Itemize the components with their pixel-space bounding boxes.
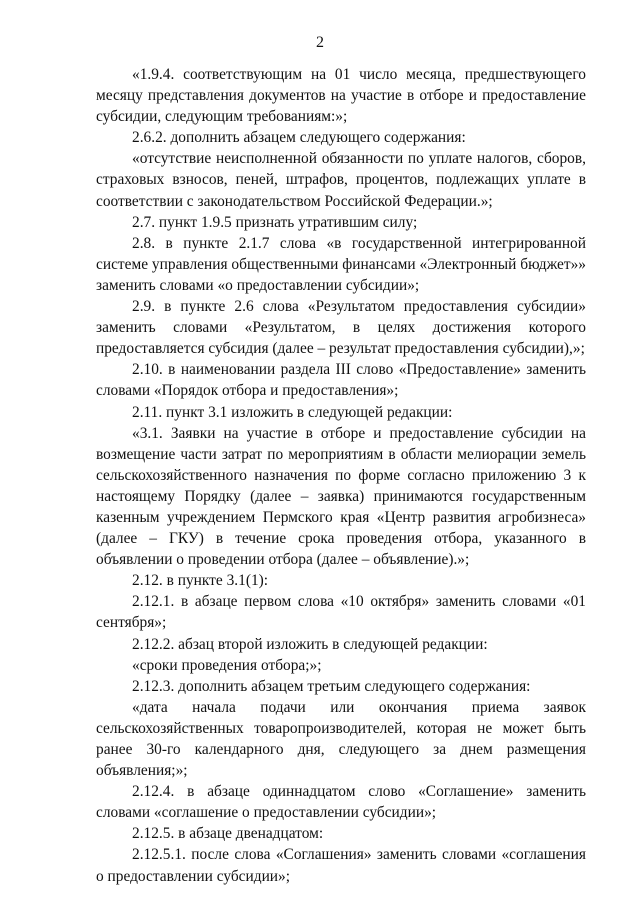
paragraph: «отсутствие неисполненной обязанности по уплате налогов, сборов, страховых взносов, пеней, штрафов, процентов, подлежащих уплате в соответствии с законодательством Российской Федерации.»; xyxy=(96,150,586,210)
paragraph: 2.12.5. в абзаце двенадцатом: xyxy=(132,825,324,843)
paragraph: 2.6.2. дополнить абзацем следующего содержания: xyxy=(132,129,466,147)
paragraph: 2.12. в пункте 3.1(1): xyxy=(132,572,269,590)
paragraph: 2.12.3. дополнить абзацем третьим следующего содержания: xyxy=(132,677,531,695)
paragraph: «сроки проведения отбора;»; xyxy=(132,656,322,674)
paragraph: «3.1. Заявки на участие в отборе и предоставление субсидии на возмещение части затрат по мероприятиям в области мелиорации земель сельскохозяйственного назначения по форме согласно приложению 3 к настоящему Порядку (далее – заявка) принимаются государственным казенным учреждением Пермского края «Центр развития агробизнеса» (далее – ГКУ) в течение срока проведения отбора, указанного в объявлении о проведении отбора (далее – объявление).»; xyxy=(96,424,586,569)
paragraph: 2.11. пункт 3.1 изложить в следующей редакции: xyxy=(132,403,453,421)
paragraph: 2.12.1. в абзаце первом слова «10 октября» заменить словами «01 сентября»; xyxy=(96,593,586,632)
paragraph: 2.12.5.1. после слова «Соглашения» заменить словами «соглашения о предоставлении субсидии»; xyxy=(96,846,586,885)
paragraph: 2.8. в пункте 2.1.7 слова «в государственной интегрированной системе управления общественными финансами «Электронный бюджет»» заменить словами «о предоставлении субсидии»; xyxy=(96,234,586,294)
paragraph: 2.9. в пункте 2.6 слова «Результатом предоставления субсидии» заменить словами «Результатом, в целях достижения которого предоставляется субсидия (далее – результат предоставления субсидии),»; xyxy=(96,298,586,358)
paragraph: 2.7. пункт 1.9.5 признать утратившим силу; xyxy=(132,213,418,231)
paragraph: 2.12.4. в абзаце одиннадцатом слово «Соглашение» заменить словами «соглашение о предоставлении субсидии»; xyxy=(96,783,586,822)
page-number: 2 xyxy=(316,34,324,51)
paragraph: 2.12.2. абзац второй изложить в следующей редакции: xyxy=(132,635,488,653)
paragraph: «дата начала подачи или окончания приема заявок сельскохозяйственных товаропроизводителей, которая не может быть ранее 30-го календарного дня, следующего за днем размещения объявления;»; xyxy=(96,698,586,780)
document-body xyxy=(96,64,586,887)
paragraph: 2.10. в наименовании раздела III слово «Предоставление» заменить словами «Порядок отбора и предоставления»; xyxy=(96,361,586,400)
paragraph: «1.9.4. соответствующим на 01 число месяца, предшествующего месяцу представления документов на участие в отборе и предоставление субсидии, следующим требованиям:»; xyxy=(96,66,586,126)
